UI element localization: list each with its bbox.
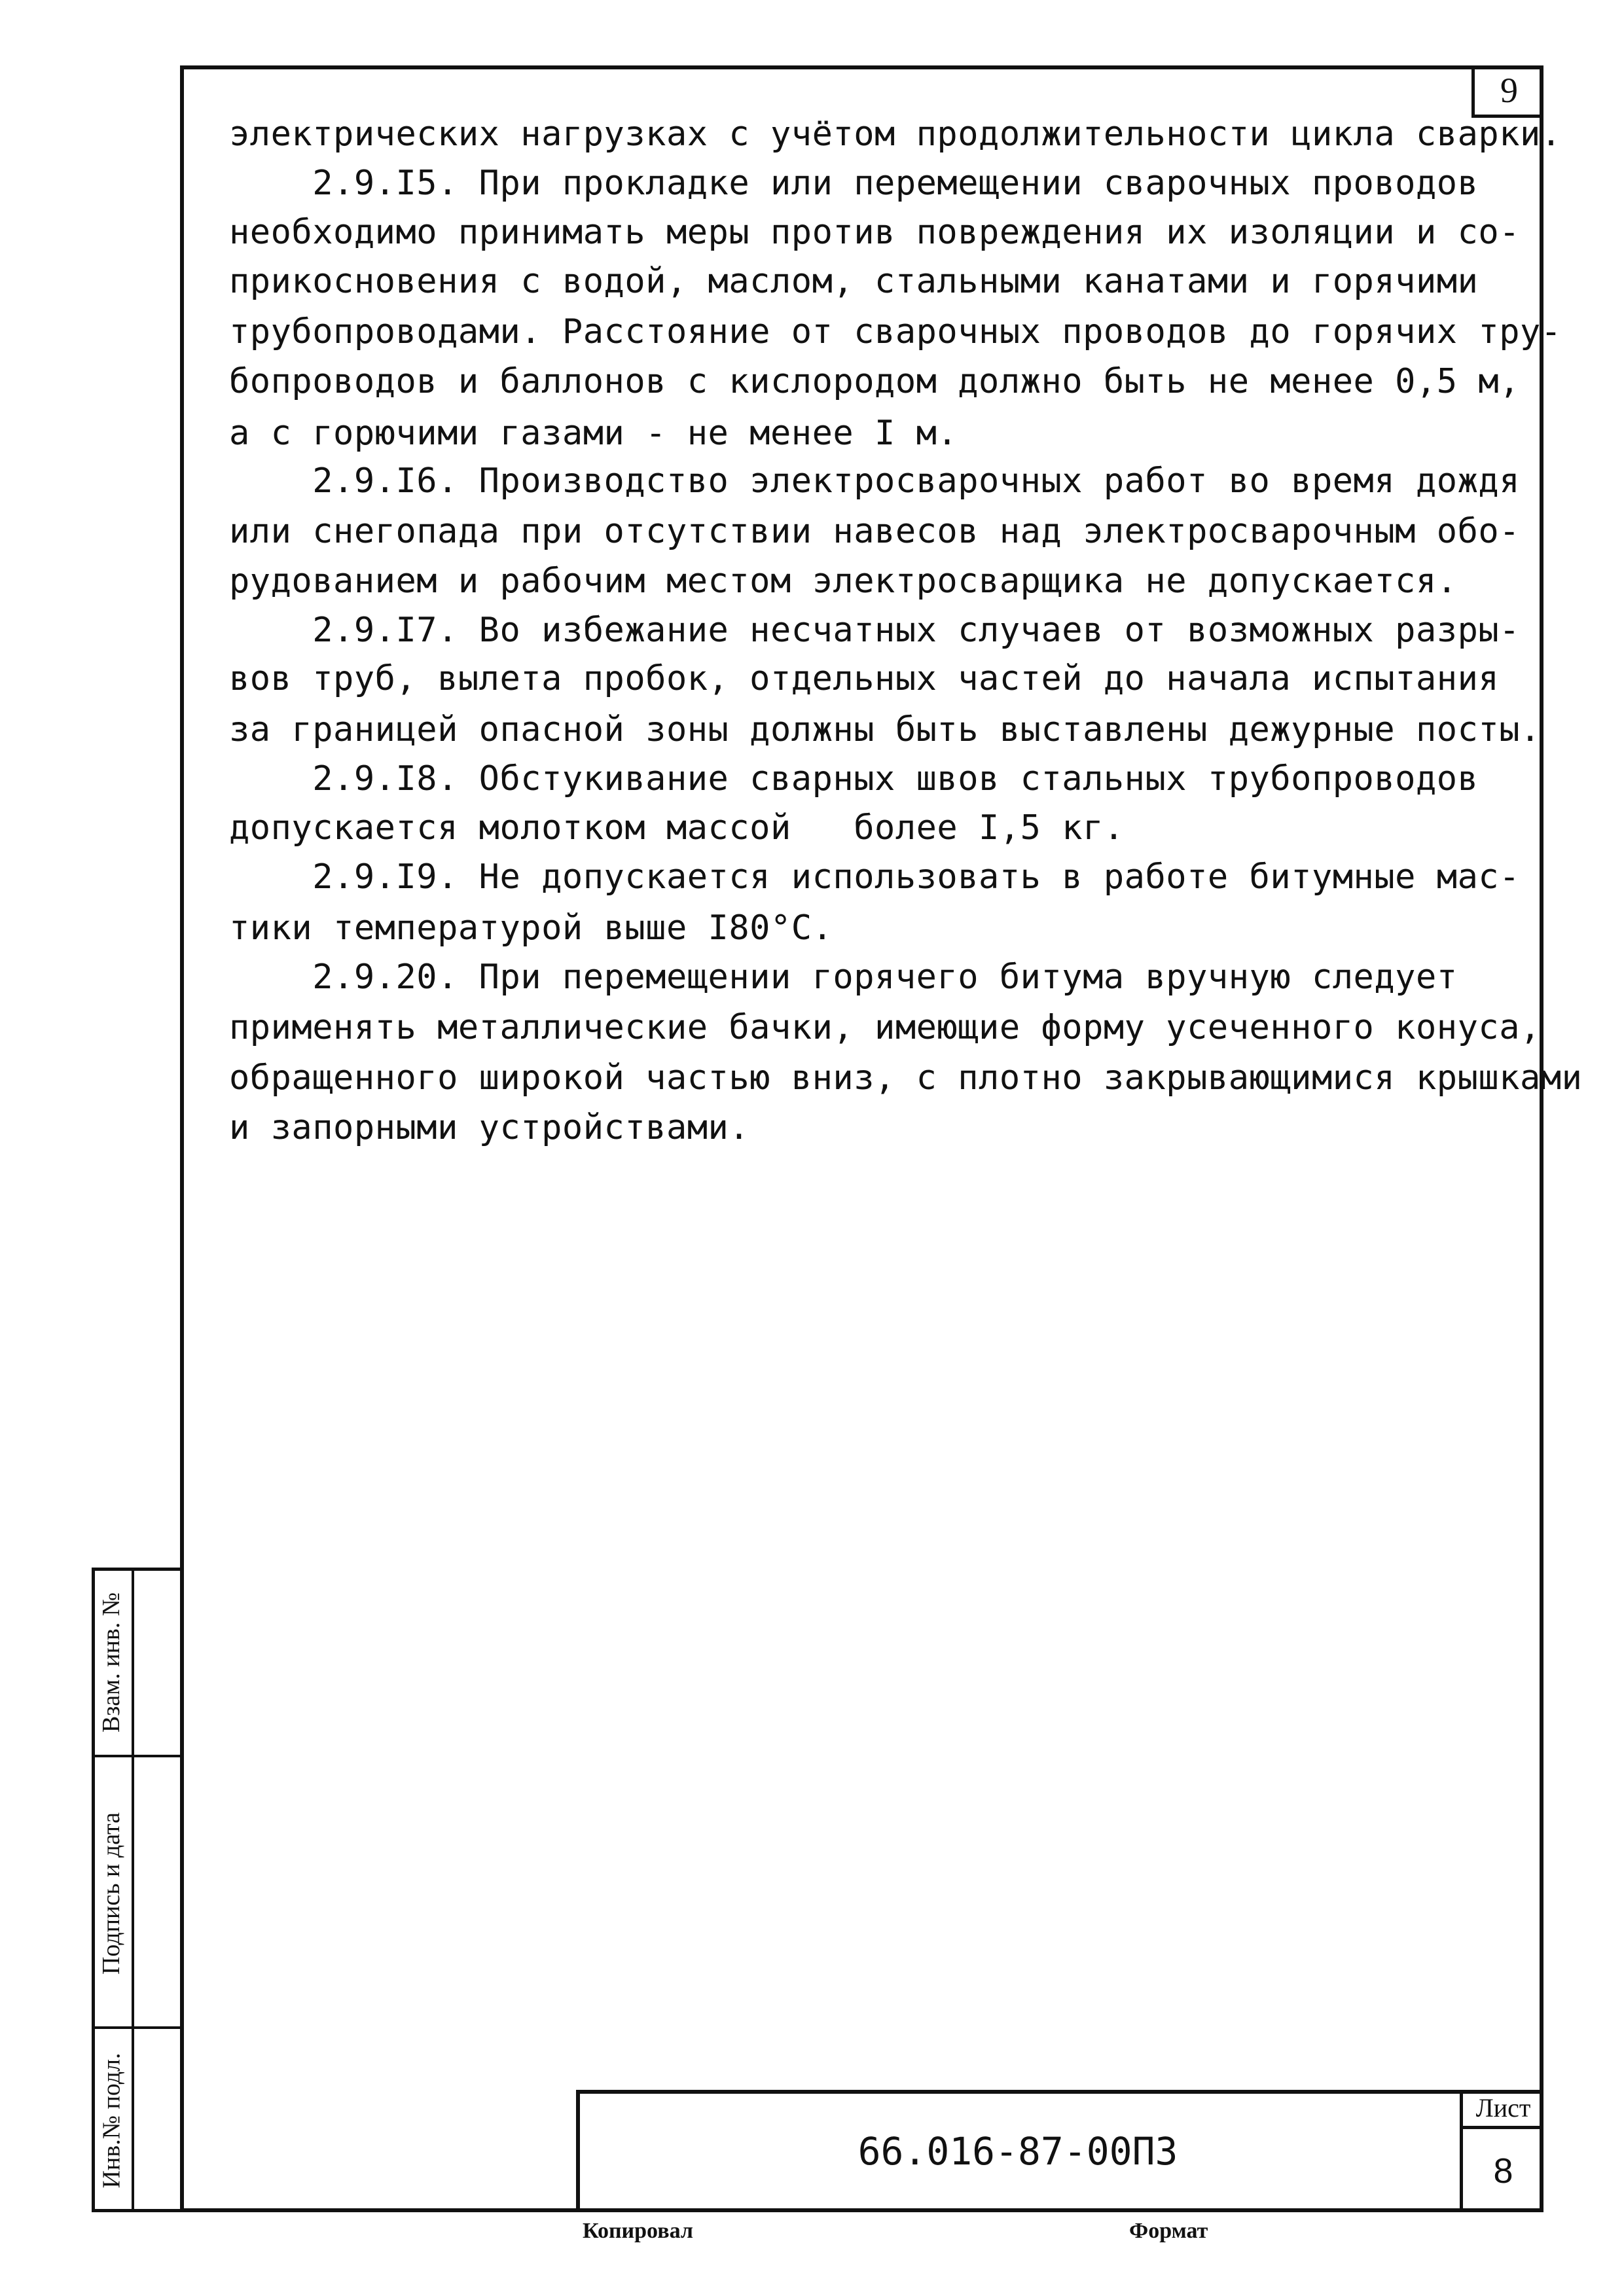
text-line: 2.9.20. При перемещении горячего битума вручную следует bbox=[229, 958, 1458, 997]
text-line: 2.9.I8. Обстукивание сварных швов стальных трубопроводов bbox=[229, 759, 1479, 798]
text-line: прикосновения с водой, маслом, стальными канатами и горячими bbox=[229, 262, 1479, 301]
page-number: 9 bbox=[1471, 65, 1543, 118]
text-line: рудованием и рабочим местом электросварщика не допускается. bbox=[229, 562, 1458, 601]
text-line: 2.9.I6. Производство электросварочных работ во время дождя bbox=[229, 461, 1521, 501]
text-line: необходимо принимать меры против повреждения их изоляции и со- bbox=[229, 213, 1521, 252]
footer-format: Формат bbox=[1129, 2219, 1208, 2243]
text-line: 2.9.I7. Во избежание несчатных случаев от возможных разры- bbox=[229, 611, 1521, 650]
text-line: трубопроводами. Расстояние от сварочных проводов до горячих тру- bbox=[229, 312, 1562, 351]
text-line: и запорными устройствами. bbox=[229, 1108, 750, 1147]
text-line: 2.9.I9. Не допускается использовать в работе битумные мас- bbox=[229, 857, 1521, 897]
footer-copied: Копировал bbox=[583, 2219, 693, 2243]
side-label-inv-podl: Инв.№ подл. bbox=[92, 2029, 134, 2212]
text-line: за границей опасной зоны должны быть выставлены дежурные посты. bbox=[229, 710, 1541, 749]
text-line: вов труб, вылета пробок, отдельных частей до начала испытания bbox=[229, 659, 1500, 698]
text-line: электрических нагрузках с учётом продолжительности цикла сварки. bbox=[229, 115, 1562, 154]
text-line: или снегопада при отсутствии навесов над электросварочным обо- bbox=[229, 512, 1521, 551]
text-line: обращенного широкой частью вниз, с плотно закрывающимися крышками bbox=[229, 1058, 1583, 1098]
side-label-vzam: Взам. инв. № bbox=[92, 1568, 134, 1757]
text-line: применять металлические бачки, имеющие форму усеченного конуса, bbox=[229, 1008, 1541, 1047]
text-line: бопроводов и баллонов с кислородом должно быть не менее 0,5 м, bbox=[229, 362, 1521, 401]
text-line: 2.9.I5. При прокладке или перемещении сварочных проводов bbox=[229, 164, 1479, 203]
text-line: допускается молотком массой более I,5 кг. bbox=[229, 808, 1125, 848]
document-code: 66.016-87-00ПЗ bbox=[576, 2090, 1463, 2212]
text-line: тики температурой выше I80°С. bbox=[229, 908, 833, 948]
side-label-podpis: Подпись и дата bbox=[92, 1757, 134, 2029]
sheet-number: 8 bbox=[1493, 2151, 1513, 2191]
text-line: а с горючими газами - не менее I м. bbox=[229, 414, 958, 453]
sheet-label: Лист bbox=[1463, 2090, 1543, 2129]
